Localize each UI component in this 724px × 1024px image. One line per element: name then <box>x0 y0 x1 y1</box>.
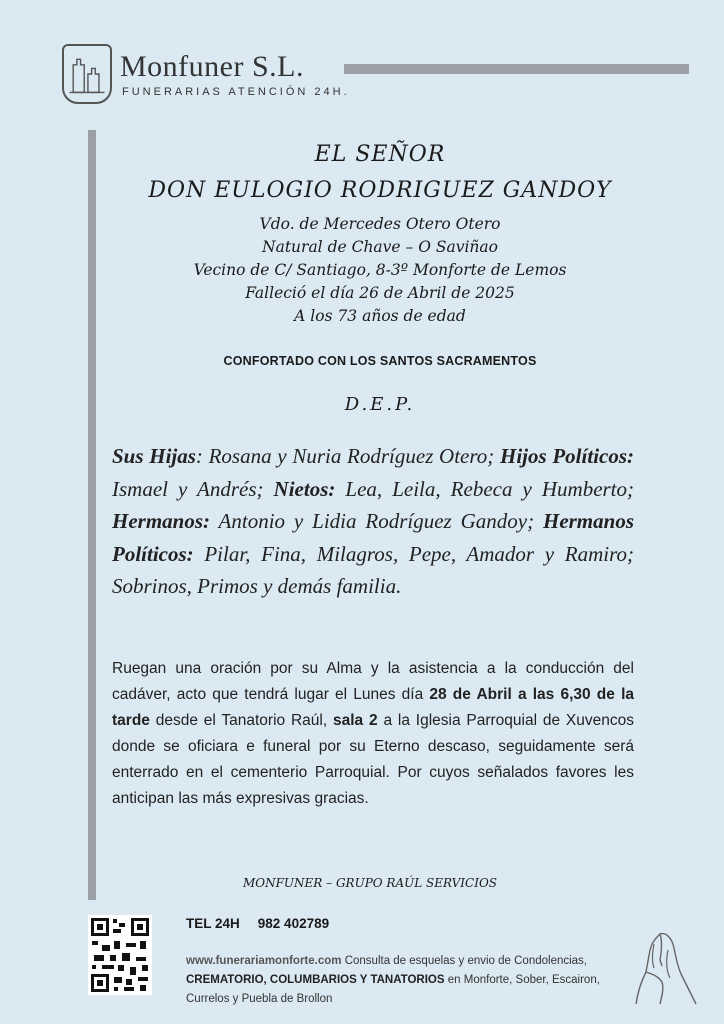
contact-text-2: en Monforte, Sober, Escairon, Currelos y Puebla de Brollon <box>186 974 600 1005</box>
qr-code-icon <box>88 915 152 995</box>
service-text-3: a la Iglesia Parroquial de Xuvencos donde se oficiara e funeral por su Eterno descaso, seguidamente será enterrado en el cementerio Parroquial. Por cuyos señalados favores les anticipan las más expresivas gracias. <box>112 712 634 807</box>
service-date: 28 de Abril a las 6,30 de la tarde <box>112 686 634 729</box>
left-divider <box>88 130 96 900</box>
detail-birthplace: Natural de Chave – O Saviñao <box>262 238 498 256</box>
hermanos-names: Antonio y Lidia Rodríguez Gandoy; <box>218 509 535 533</box>
nietos-label: Nietos: <box>273 476 336 501</box>
dep-line: D.E.P. <box>344 394 416 415</box>
hijas-names: Rosana y Nuria Rodríguez Otero; <box>208 444 495 468</box>
family-paragraph: Sus Hijas: Rosana y Nuria Rodríguez Otero; Hijos Políticos: Ismael y Andrés; Nietos: Lea, Leila, Rebeca y Humberto; Hermanos: Antonio y Lidia Rodríguez Gandoy; Hermanos Políticos: Pilar, Fina, Milagros, Pepe, Amador y Ramiro; Sobrinos, Primos y demás familia. <box>112 444 635 598</box>
signature: MONFUNER – GRUPO RAÚL SERVICIOS <box>242 876 498 890</box>
hermanos-label: Hermanos: <box>112 509 211 533</box>
hermanos-politicos-label: Hermanos Políticos: <box>112 509 634 566</box>
brand-name: Monfuner S.L. <box>120 50 304 83</box>
service-text-2: desde el Tanatorio Raúl, <box>155 712 328 729</box>
other-family: Sobrinos, Primos y demás familia. <box>112 574 402 598</box>
phone-line <box>186 916 329 931</box>
sacraments-line: CONFORTADO CON LOS SANTOS SACRAMENTOS <box>223 354 537 368</box>
hermanos-politicos-names: Pilar, Fina, Milagros, Pepe, Amador y Ramiro; <box>204 541 634 566</box>
service-room: sala 2 <box>333 712 378 729</box>
detail-death-date: Falleció el día 26 de Abril de 2025 <box>245 284 515 302</box>
deceased-name: DON EULOGIO RODRIGUEZ GANDOY <box>148 178 612 203</box>
detail-widower: Vdo. de Mercedes Otero Otero <box>259 215 501 233</box>
header-divider <box>344 64 689 74</box>
service-text-1: Ruegan una oración por su Alma y la asistencia a la conducción del cadáver, acto que tendrá lugar el Lunes día <box>112 660 634 703</box>
praying-hands-icon <box>616 920 706 1008</box>
monfuner-logo-icon <box>62 44 112 104</box>
contact-text-1: Consulta de esquelas y envio de Condolencias, <box>344 955 588 967</box>
contact-text <box>186 952 616 1009</box>
title-line-1: EL SEÑOR <box>314 142 446 167</box>
detail-residence: Vecino de C/ Santiago, 8-3º Monforte de Lemos <box>193 261 567 279</box>
website-link[interactable]: www.funerariamonforte.com <box>186 955 342 967</box>
service-paragraph <box>112 656 634 812</box>
hijos-politicos-label: Hijos Políticos: <box>499 444 635 468</box>
phone-label: TEL 24H <box>186 916 240 931</box>
hijas-label: Sus Hijas <box>112 444 196 468</box>
phone-number[interactable]: 982 402789 <box>257 916 330 931</box>
detail-age: A los 73 años de edad <box>294 307 466 325</box>
nietos-names: Lea, Leila, Rebeca y Humberto; <box>345 476 635 501</box>
hijos-politicos-names: Ismael y Andrés; <box>112 476 264 501</box>
brand-tagline: FUNERARIAS ATENCIÓN 24H. <box>122 86 350 98</box>
services-list: CREMATORIO, COLUMBARIOS Y TANATORIOS <box>186 974 445 986</box>
